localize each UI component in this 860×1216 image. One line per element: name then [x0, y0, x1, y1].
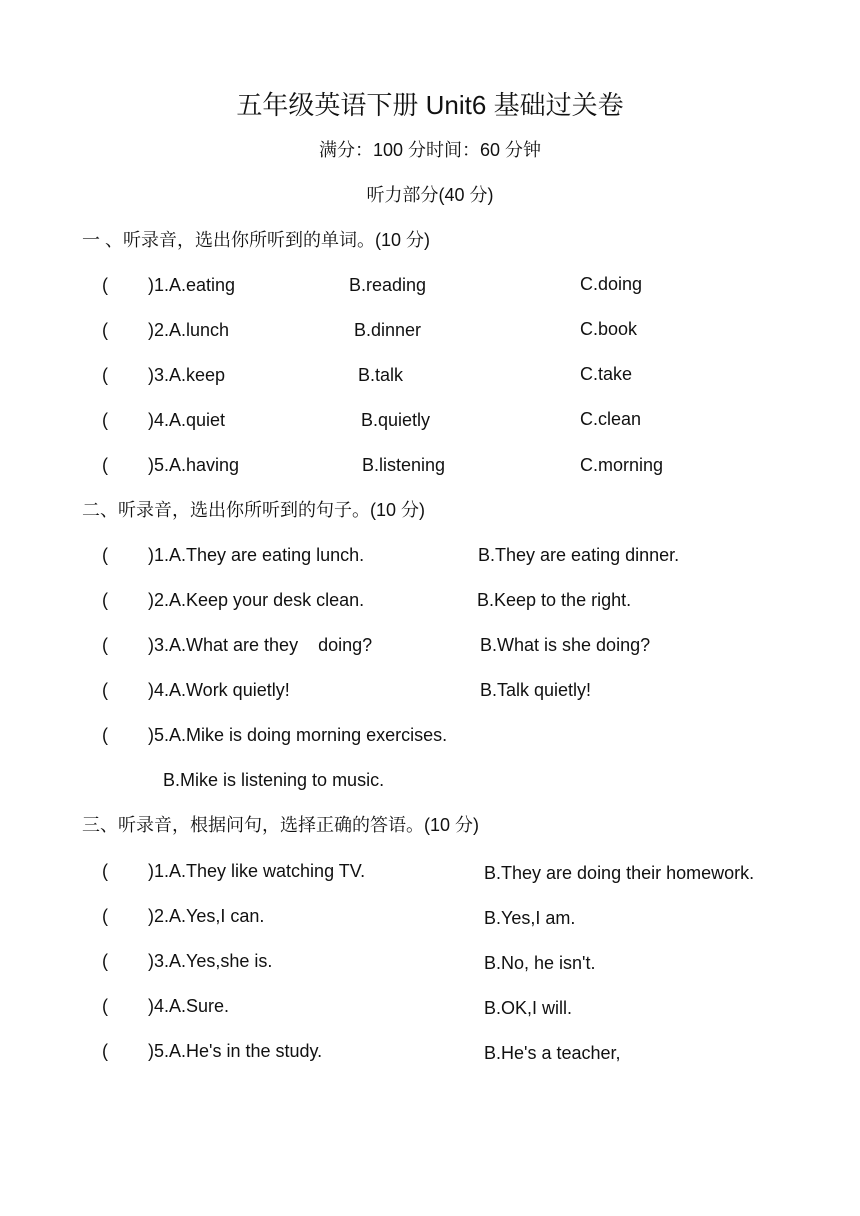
option-a: )1.A.eating: [148, 275, 236, 295]
option-c: C.doing: [580, 274, 643, 294]
answer-bracket: (: [102, 590, 108, 610]
option-a: )4.A.Work quietly!: [148, 680, 290, 700]
option-b: B.Keep to the right.: [477, 590, 632, 610]
option-a: )3.A.What are they doing?: [148, 635, 373, 655]
answer-bracket: (: [102, 275, 108, 295]
option-a: )2.A.Yes,I can.: [148, 906, 265, 926]
option-b: B.Mike is listening to music.: [163, 770, 385, 790]
option-b: B.dinner: [354, 320, 422, 340]
option-b: B.quietly: [361, 410, 431, 430]
option-a: )1.A.They like watching TV.: [148, 861, 366, 881]
answer-bracket: (: [102, 320, 108, 340]
option-b: B.Yes,I am.: [484, 908, 576, 928]
option-c: C.book: [580, 319, 638, 339]
option-b: B.They are doing their homework.: [484, 863, 755, 883]
section-1-heading: 一 、听录音，选出你所听到的单词。(10 分): [82, 230, 431, 250]
option-b: B.listening: [362, 455, 446, 475]
option-a: )5.A.Mike is doing morning exercises.: [148, 725, 448, 745]
option-c: C.morning: [580, 455, 664, 475]
answer-bracket: (: [102, 1041, 108, 1061]
answer-bracket: (: [102, 951, 108, 971]
option-b: B.OK,I will.: [484, 998, 573, 1018]
option-a: )1.A.They are eating lunch.: [148, 545, 365, 565]
page-title: 五年级英语下册 Unit6 基础过关卷: [236, 90, 624, 120]
listening-part-heading: 听力部分(40 分): [366, 185, 494, 205]
answer-bracket: (: [102, 725, 108, 745]
option-b: B.Talk quietly!: [480, 680, 592, 700]
section-3-heading: 三、听录音，根据问句，选择正确的答语。(10 分): [82, 815, 480, 835]
answer-bracket: (: [102, 365, 108, 385]
option-a: )5.A.He's in the study.: [148, 1041, 323, 1061]
option-b: B.No, he isn't.: [484, 953, 596, 973]
option-b: B.talk: [358, 365, 404, 385]
answer-bracket: (: [102, 680, 108, 700]
option-b: B.He's a teacher,: [484, 1043, 621, 1063]
answer-bracket: (: [102, 996, 108, 1016]
score-time-line: 满分：100 分时间：60 分钟: [318, 140, 542, 160]
option-a: )3.A.keep: [148, 365, 226, 385]
option-a: )2.A.lunch: [148, 320, 230, 340]
option-a: )4.A.Sure.: [148, 996, 230, 1016]
answer-bracket: (: [102, 545, 108, 565]
option-c: C.take: [580, 364, 633, 384]
option-a: )4.A.quiet: [148, 410, 226, 430]
option-a: )5.A.having: [148, 455, 240, 475]
option-a: )3.A.Yes,she is.: [148, 951, 273, 971]
answer-bracket: (: [102, 861, 108, 881]
option-b: B.What is she doing?: [480, 635, 651, 655]
option-c: C.clean: [580, 409, 642, 429]
answer-bracket: (: [102, 455, 108, 475]
section-2-heading: 二、听录音，选出你所听到的句子。(10 分): [82, 500, 426, 520]
option-b: B.reading: [349, 275, 427, 295]
option-b: B.They are eating dinner.: [478, 545, 680, 565]
answer-bracket: (: [102, 906, 108, 926]
option-a: )2.A.Keep your desk clean.: [148, 590, 365, 610]
answer-bracket: (: [102, 635, 108, 655]
answer-bracket: (: [102, 410, 108, 430]
